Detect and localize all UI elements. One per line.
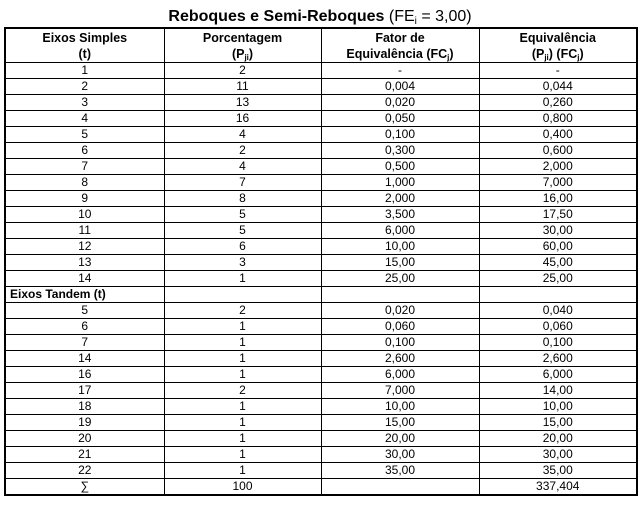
header-equivalencia: Equivalência $(P_{ji})$ $(FC_j)$ bbox=[479, 28, 637, 63]
cell-fator: 35,00 bbox=[321, 463, 479, 479]
table-title-value: = 3,00) bbox=[416, 8, 472, 25]
cell-fator: 6,000 bbox=[321, 367, 479, 383]
cell-equiv: 35,00 bbox=[479, 463, 637, 479]
cell-pct: 11 bbox=[164, 79, 321, 95]
simple-axle-row bbox=[5, 143, 637, 159]
tandem-axle-row bbox=[5, 367, 637, 383]
cell-fator: 3,500 bbox=[321, 207, 479, 223]
header-row bbox=[5, 28, 637, 63]
cell-pct: 16 bbox=[164, 111, 321, 127]
simple-axle-row bbox=[5, 111, 637, 127]
empty-cell bbox=[321, 287, 479, 303]
cell-equiv: 0,800 bbox=[479, 111, 637, 127]
cell-eixo: 20 bbox=[5, 431, 164, 447]
cell-eixo: 6 bbox=[5, 319, 164, 335]
cell-fator: 0,050 bbox=[321, 111, 479, 127]
simple-axle-row bbox=[5, 255, 637, 271]
cell-eixo: 7 bbox=[5, 335, 164, 351]
cell-equiv: 25,00 bbox=[479, 271, 637, 287]
cell-pct: 1 bbox=[164, 271, 321, 287]
cell-fator: 30,00 bbox=[321, 447, 479, 463]
cell-pct: 13 bbox=[164, 95, 321, 111]
cell-fator: 0,100 bbox=[321, 127, 479, 143]
cell-fator: 20,00 bbox=[321, 431, 479, 447]
cell-eixo: 6 bbox=[5, 143, 164, 159]
cell-eixo: 12 bbox=[5, 239, 164, 255]
cell-eixo: 8 bbox=[5, 175, 164, 191]
cell-eixo: 16 bbox=[5, 367, 164, 383]
cell-equiv: 14,00 bbox=[479, 383, 637, 399]
tandem-axle-row bbox=[5, 303, 637, 319]
cell-fator: 10,00 bbox=[321, 239, 479, 255]
cell-pct: 8 bbox=[164, 191, 321, 207]
cell-equiv: 0,040 bbox=[479, 303, 637, 319]
cell-pct: 1 bbox=[164, 351, 321, 367]
cell-eixo: 17 bbox=[5, 383, 164, 399]
cell-pct: 7 bbox=[164, 175, 321, 191]
cell-equiv: 0,100 bbox=[479, 335, 637, 351]
cell-equiv: 17,50 bbox=[479, 207, 637, 223]
cell-fator: - bbox=[321, 63, 479, 79]
total-pct: 100 bbox=[164, 479, 321, 496]
cell-eixo: 3 bbox=[5, 95, 164, 111]
cell-pct: 5 bbox=[164, 207, 321, 223]
cell-pct: 1 bbox=[164, 415, 321, 431]
tandem-axle-row bbox=[5, 335, 637, 351]
cell-eixo: 1 bbox=[5, 63, 164, 79]
cell-pct: 4 bbox=[164, 159, 321, 175]
tandem-axle-row bbox=[5, 463, 637, 479]
simple-axle-row bbox=[5, 239, 637, 255]
cell-equiv: 2,600 bbox=[479, 351, 637, 367]
cell-equiv: 30,00 bbox=[479, 447, 637, 463]
simple-axle-row bbox=[5, 223, 637, 239]
cell-eixo: 11 bbox=[5, 223, 164, 239]
cell-fator: 7,000 bbox=[321, 383, 479, 399]
cell-pct: 1 bbox=[164, 399, 321, 415]
tandem-axle-row bbox=[5, 431, 637, 447]
cell-eixo: 5 bbox=[5, 303, 164, 319]
total-fator bbox=[321, 479, 479, 496]
table-title-fe-sub: i bbox=[414, 16, 417, 27]
simple-axle-row bbox=[5, 175, 637, 191]
table-title-fe: (FE bbox=[384, 8, 415, 25]
empty-cell bbox=[164, 287, 321, 303]
table-title-main: Reboques e Semi-Reboques bbox=[168, 8, 385, 25]
header-porcentagem: Porcentagem $(P_{ji})$ bbox=[164, 28, 321, 63]
cell-fator: 2,000 bbox=[321, 191, 479, 207]
empty-cell bbox=[479, 287, 637, 303]
header-fator: Fator de Equivalência $(FC_j)$ bbox=[321, 28, 479, 63]
cell-eixo: 21 bbox=[5, 447, 164, 463]
cell-pct: 1 bbox=[164, 367, 321, 383]
cell-pct: 1 bbox=[164, 431, 321, 447]
simple-axle-row bbox=[5, 127, 637, 143]
cell-fator: 0,500 bbox=[321, 159, 479, 175]
cell-eixo: 4 bbox=[5, 111, 164, 127]
tandem-axle-row bbox=[5, 383, 637, 399]
cell-pct: 3 bbox=[164, 255, 321, 271]
cell-pct: 6 bbox=[164, 239, 321, 255]
cell-fator: 2,600 bbox=[321, 351, 479, 367]
cell-equiv: 0,400 bbox=[479, 127, 637, 143]
cell-equiv: 45,00 bbox=[479, 255, 637, 271]
simple-axle-row bbox=[5, 207, 637, 223]
cell-fator: 0,020 bbox=[321, 303, 479, 319]
cell-pct: 2 bbox=[164, 143, 321, 159]
cell-pct: 4 bbox=[164, 127, 321, 143]
cell-fator: 0,100 bbox=[321, 335, 479, 351]
cell-eixo: 22 bbox=[5, 463, 164, 479]
tandem-axle-row bbox=[5, 319, 637, 335]
cell-equiv: 7,000 bbox=[479, 175, 637, 191]
cell-pct: 2 bbox=[164, 303, 321, 319]
cell-equiv: 15,00 bbox=[479, 415, 637, 431]
cell-fator: 6,000 bbox=[321, 223, 479, 239]
cell-equiv: 0,260 bbox=[479, 95, 637, 111]
simple-axle-row bbox=[5, 191, 637, 207]
cell-pct: 1 bbox=[164, 447, 321, 463]
cell-equiv: 30,00 bbox=[479, 223, 637, 239]
cell-equiv: 0,600 bbox=[479, 143, 637, 159]
tandem-axle-row bbox=[5, 415, 637, 431]
cell-fator: 0,004 bbox=[321, 79, 479, 95]
cell-eixo: 2 bbox=[5, 79, 164, 95]
cell-equiv: 6,000 bbox=[479, 367, 637, 383]
simple-axle-row bbox=[5, 79, 637, 95]
sum-symbol: ∑ bbox=[5, 479, 164, 496]
cell-eixo: 7 bbox=[5, 159, 164, 175]
cell-pct: 1 bbox=[164, 335, 321, 351]
cell-eixo: 14 bbox=[5, 351, 164, 367]
cell-equiv: 10,00 bbox=[479, 399, 637, 415]
cell-eixo: 5 bbox=[5, 127, 164, 143]
tandem-section-row bbox=[5, 287, 637, 303]
tandem-section-label: Eixos Tandem (t) bbox=[5, 287, 164, 303]
cell-eixo: 10 bbox=[5, 207, 164, 223]
total-equiv: 337,404 bbox=[479, 479, 637, 496]
simple-axle-row bbox=[5, 63, 637, 79]
cell-eixo: 9 bbox=[5, 191, 164, 207]
cell-eixo: 18 bbox=[5, 399, 164, 415]
cell-fator: 15,00 bbox=[321, 415, 479, 431]
cell-fator: 0,020 bbox=[321, 95, 479, 111]
cell-fator: 25,00 bbox=[321, 271, 479, 287]
cell-equiv: 0,044 bbox=[479, 79, 637, 95]
cell-pct: 2 bbox=[164, 383, 321, 399]
cell-pct: 2 bbox=[164, 63, 321, 79]
cell-equiv: 60,00 bbox=[479, 239, 637, 255]
simple-axle-row bbox=[5, 271, 637, 287]
table-title bbox=[0, 7, 640, 27]
cell-eixo: 14 bbox=[5, 271, 164, 287]
tandem-axle-row bbox=[5, 447, 637, 463]
simple-axle-row bbox=[5, 95, 637, 111]
header-eixos-simples: Eixos Simples (t) bbox=[5, 28, 164, 63]
cell-fator: 15,00 bbox=[321, 255, 479, 271]
equivalence-table bbox=[4, 27, 638, 496]
simple-axle-row bbox=[5, 159, 637, 175]
tandem-axle-row bbox=[5, 399, 637, 415]
cell-eixo: 13 bbox=[5, 255, 164, 271]
cell-fator: 10,00 bbox=[321, 399, 479, 415]
tandem-axle-row bbox=[5, 351, 637, 367]
cell-equiv: - bbox=[479, 63, 637, 79]
cell-eixo: 19 bbox=[5, 415, 164, 431]
total-row bbox=[5, 479, 637, 496]
cell-fator: 1,000 bbox=[321, 175, 479, 191]
cell-equiv: 0,060 bbox=[479, 319, 637, 335]
cell-equiv: 20,00 bbox=[479, 431, 637, 447]
cell-fator: 0,060 bbox=[321, 319, 479, 335]
cell-pct: 1 bbox=[164, 463, 321, 479]
cell-pct: 5 bbox=[164, 223, 321, 239]
cell-fator: 0,300 bbox=[321, 143, 479, 159]
cell-pct: 1 bbox=[164, 319, 321, 335]
cell-equiv: 16,00 bbox=[479, 191, 637, 207]
cell-equiv: 2,000 bbox=[479, 159, 637, 175]
